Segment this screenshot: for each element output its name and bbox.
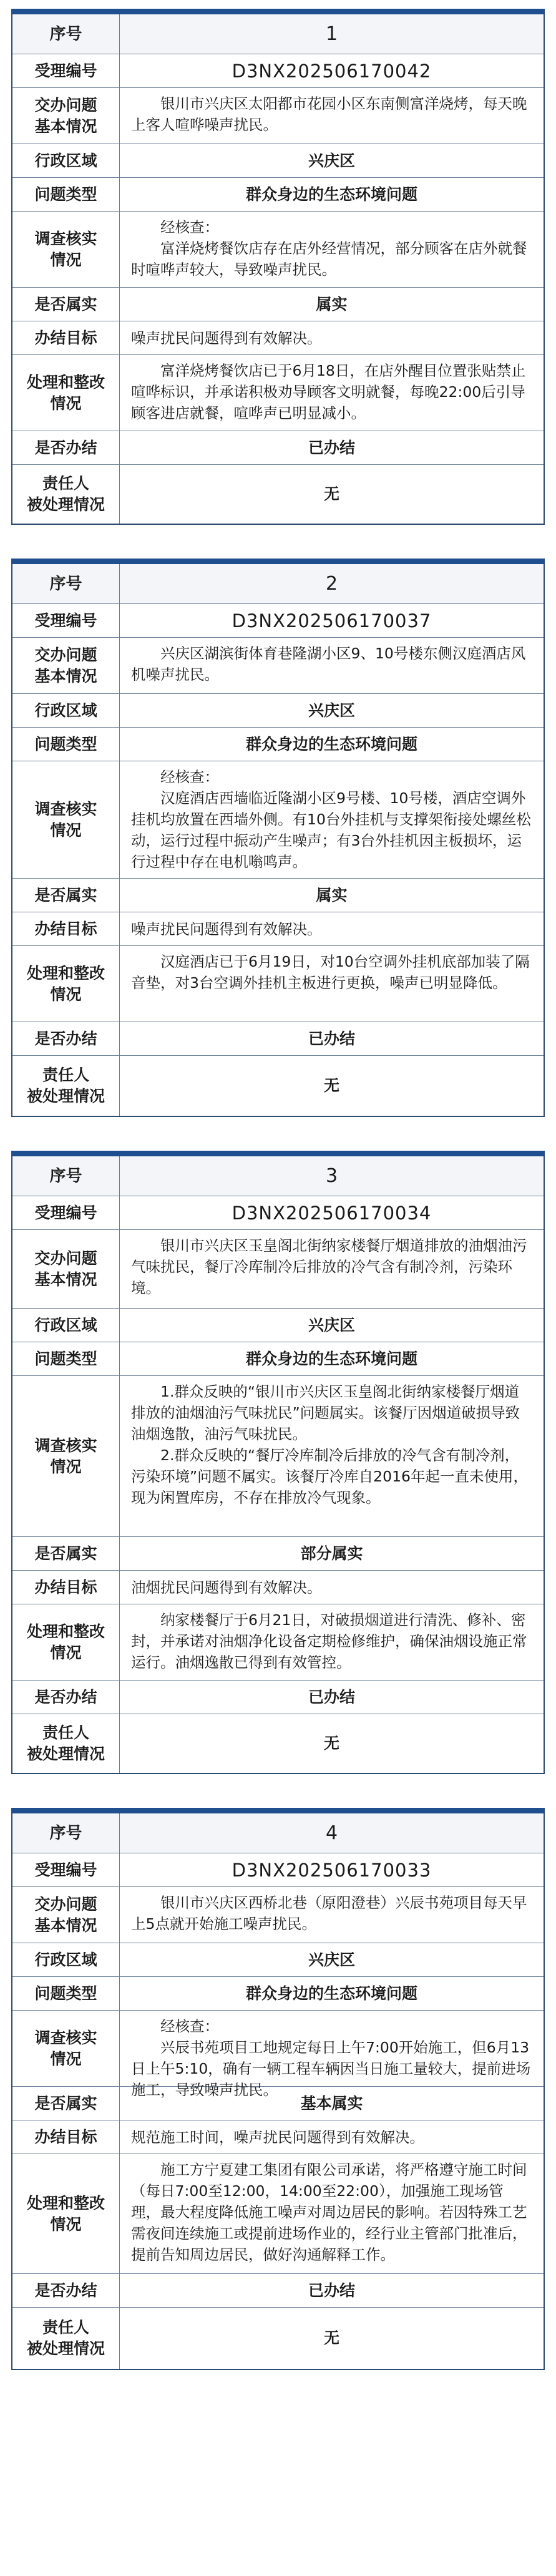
case-type-value: 群众身边的生态环境问题 <box>245 185 417 203</box>
case-closed-row <box>12 2274 544 2308</box>
case-issue-value: 银川市兴庆区西桥北巷（原阳澄巷）兴辰书苑项目每天早上5点就开始施工噪声扰民。 <box>131 1894 527 1933</box>
case-district-row <box>12 694 544 728</box>
case-closed-label: 是否办结 <box>12 2274 120 2307</box>
case-accept-no-value: D3NX202506170042 <box>232 60 432 82</box>
case-district-value: 兴庆区 <box>308 1315 355 1334</box>
case-table <box>11 559 545 1117</box>
case-seq-value: 3 <box>325 1164 338 1187</box>
case-type-label: 问题类型 <box>12 178 120 211</box>
case-accept-no-row <box>12 604 544 638</box>
case-closed-row <box>12 1681 544 1714</box>
case-issue-row <box>12 88 544 144</box>
case-closed-value: 已办结 <box>308 438 355 457</box>
case-district-label: 行政区域 <box>12 144 120 177</box>
case-handling-label: 处理和整改 情况 <box>12 2154 120 2273</box>
case-closed-label: 是否办结 <box>12 431 120 464</box>
case-goal-row <box>12 1571 544 1604</box>
case-type-label: 问题类型 <box>12 1342 120 1375</box>
case-verified-row <box>12 879 544 912</box>
case-handling-label: 处理和整改 情况 <box>12 1604 120 1680</box>
case-seq-value: 2 <box>325 572 338 595</box>
case-issue-label: 交办问题 基本情况 <box>12 1230 120 1308</box>
case-investigation-paragraph: 2.群众反映的“餐厅冷库制冷后排放的冷气含有制冷剂，污染环境”问题不属实。该餐厅冷库自2016年起一直未使用，现为闲置库房，不存在排放冷气现象。 <box>131 1447 528 1506</box>
case-separator <box>0 525 556 559</box>
case-district-value: 兴庆区 <box>308 151 355 170</box>
case-district-value: 兴庆区 <box>308 1950 355 1969</box>
case-issue-row <box>12 1887 544 1943</box>
case-type-label: 问题类型 <box>12 728 120 761</box>
case-district-value: 兴庆区 <box>308 701 355 720</box>
case-type-row <box>12 178 544 212</box>
case-investigation-label: 调查核实 情况 <box>12 212 120 287</box>
case-handling-row <box>12 2154 544 2274</box>
case-table <box>11 1151 545 1774</box>
case-separator <box>0 1117 556 1151</box>
case-investigation-value <box>120 212 544 287</box>
case-accept-no-value: D3NX202506170033 <box>232 1859 432 1881</box>
case-type-value: 群众身边的生态环境问题 <box>245 1984 417 2003</box>
case-investigation-row <box>12 212 544 288</box>
case-investigation-label: 调查核实 情况 <box>12 1376 120 1536</box>
case-accountability-row <box>12 1714 544 1773</box>
case-type-value: 群众身边的生态环境问题 <box>245 1349 417 1368</box>
case-investigation-row <box>12 1376 544 1537</box>
case-goal-label: 办结目标 <box>12 2120 120 2154</box>
case-verified-row <box>12 2087 544 2120</box>
case-handling-row <box>12 1604 544 1681</box>
case-district-label: 行政区域 <box>12 1943 120 1976</box>
case-verified-value: 基本属实 <box>300 2094 363 2112</box>
case-seq-label: 序号 <box>12 1813 120 1853</box>
case-accountability-row <box>12 2308 544 2369</box>
case-goal-label: 办结目标 <box>12 321 120 354</box>
case-issue-value: 兴庆区湖滨街体育巷隆湖小区9、10号楼东侧汉庭酒店风机噪声扰民。 <box>131 645 526 683</box>
case-investigation-value <box>120 761 544 878</box>
case-handling-value: 汉庭酒店已于6月19日，对10台空调外挂机底部加装了隔音垫，对3台空调外挂机主板进行更换，噪声已明显降低。 <box>131 953 530 992</box>
case-goal-value: 噪声扰民问题得到有效解决。 <box>131 329 322 347</box>
case-verified-label: 是否属实 <box>12 879 120 912</box>
case-accountability-row <box>12 465 544 524</box>
case-district-row <box>12 1309 544 1342</box>
case-closed-value: 已办结 <box>308 1687 355 1706</box>
case-closed-row <box>12 431 544 465</box>
case-verified-row <box>12 1537 544 1571</box>
case-verified-label: 是否属实 <box>12 2087 120 2120</box>
case-handling-value: 纳家楼餐厅于6月21日，对破损烟道进行清洗、修补、密封，并承诺对油烟净化设备定期检修维护，确保油烟设施正常运行。油烟逸散已得到有效管控。 <box>131 1611 527 1671</box>
case-investigation-paragraph: 汉庭酒店西墙临近隆湖小区9号楼、10号楼，酒店空调外挂机均放置在西墙外侧。有10台外挂机与支撑架衔接处螺丝松动，运行过程中振动产生噪声；有3台外挂机因主板损坏，运行过程中存在电机嗡鸣声。 <box>131 789 531 871</box>
case-closed-label: 是否办结 <box>12 1681 120 1714</box>
case-verified-value: 属实 <box>316 886 348 904</box>
case-type-row <box>12 1977 544 2011</box>
case-verified-value: 属实 <box>316 295 348 313</box>
case-table <box>11 9 545 525</box>
case-investigation-value <box>120 1376 544 1536</box>
case-accountability-label: 责任人 被处理情况 <box>12 1714 120 1773</box>
case-seq-value: 1 <box>325 22 338 45</box>
case-seq-value: 4 <box>325 1822 338 1844</box>
case-handling-value: 富洋烧烤餐饮店已于6月18日，在店外醒目位置张贴禁止喧哗标识，并承诺积极劝导顾客文明就餐，每晚22:00后引导顾客进店就餐，喧哗声已明显减小。 <box>131 362 526 422</box>
case-seq-label: 序号 <box>12 14 120 54</box>
case-type-value: 群众身边的生态环境问题 <box>245 734 417 753</box>
case-issue-row <box>12 638 544 694</box>
case-goal-value: 规范施工时间，噪声扰民问题得到有效解决。 <box>131 2128 424 2146</box>
case-seq-row <box>12 14 544 54</box>
case-accept-no-label: 受理编号 <box>12 1853 120 1886</box>
case-separator <box>0 0 556 9</box>
case-closed-label: 是否办结 <box>12 1022 120 1055</box>
case-accept-no-value: D3NX202506170037 <box>232 610 432 632</box>
case-goal-row <box>12 2120 544 2154</box>
case-accountability-value: 无 <box>323 485 339 503</box>
case-handling-label: 处理和整改 情况 <box>12 946 120 1022</box>
case-verified-label: 是否属实 <box>12 288 120 321</box>
case-investigation-label: 调查核实 情况 <box>12 761 120 878</box>
case-goal-row <box>12 321 544 355</box>
case-issue-label: 交办问题 基本情况 <box>12 88 120 144</box>
case-closed-value: 已办结 <box>308 1029 355 1048</box>
case-closed-value: 已办结 <box>308 2281 355 2300</box>
case-goal-value: 噪声扰民问题得到有效解决。 <box>131 920 322 938</box>
case-closed-row <box>12 1022 544 1056</box>
case-issue-label: 交办问题 基本情况 <box>12 1887 120 1943</box>
case-investigation-paragraph: 经核查： <box>160 2017 219 2035</box>
case-investigation-row <box>12 2011 544 2099</box>
case-district-row <box>12 144 544 178</box>
case-district-label: 行政区域 <box>12 1309 120 1342</box>
case-issue-label: 交办问题 基本情况 <box>12 638 120 693</box>
case-handling-row <box>12 946 544 1022</box>
case-accountability-value: 无 <box>323 1076 339 1095</box>
case-investigation-paragraph: 经核查： <box>160 768 219 786</box>
case-accept-no-value: D3NX202506170034 <box>232 1202 432 1224</box>
case-investigation-value <box>120 2011 544 2099</box>
case-accountability-label: 责任人 被处理情况 <box>12 1056 120 1116</box>
case-goal-value: 油烟扰民问题得到有效解决。 <box>131 1578 322 1596</box>
case-investigation-paragraph: 富洋烧烤餐饮店存在店外经营情况，部分顾客在店外就餐时喧哗声较大，导致噪声扰民。 <box>131 240 527 278</box>
case-handling-row <box>12 355 544 431</box>
case-handling-label: 处理和整改 情况 <box>12 355 120 431</box>
case-seq-label: 序号 <box>12 1156 120 1196</box>
case-table <box>11 1808 545 2370</box>
case-seq-row <box>12 1156 544 1196</box>
case-investigation-paragraph: 兴辰书苑项目工地规定每日上午7:00开始施工，但6月13日上午5:10，确有一辆工程车辆因当日施工量较大，提前进场施工，导致噪声扰民。 <box>131 2039 531 2099</box>
case-type-row <box>12 1342 544 1376</box>
case-seq-row <box>12 564 544 604</box>
case-goal-label: 办结目标 <box>12 912 120 945</box>
case-district-row <box>12 1943 544 1977</box>
case-separator <box>0 1774 556 1808</box>
case-goal-row <box>12 912 544 946</box>
case-accept-no-label: 受理编号 <box>12 604 120 637</box>
case-accountability-value: 无 <box>323 2329 339 2347</box>
case-issue-value: 银川市兴庆区玉皇阁北街纳家楼餐厅烟道排放的油烟油污气味扰民，餐厅冷库制冷后排放的冷气含有制冷剂，污染环境。 <box>131 1237 527 1297</box>
case-investigation-paragraph: 1.群众反映的“银川市兴庆区玉皇阁北街纳家楼餐厅烟道排放的油烟油污气味扰民”问题属实。该餐厅因烟道破损导致油烟逸散，油污气味扰民。 <box>131 1383 520 1443</box>
case-goal-label: 办结目标 <box>12 1571 120 1604</box>
case-handling-value: 施工方宁夏建工集团有限公司承诺，将严格遵守施工时间（每日7:00至12:00，14:00至22:00），加强施工现场管理，最大程度降低施工噪声对周边居民的影响。若因特殊工艺需夜间连续施工或提前进场作业的，经行业主管部门批准后，提前告知周边居民，做好沟通解释工作。 <box>131 2161 527 2263</box>
case-seq-row <box>12 1813 544 1853</box>
case-accountability-label: 责任人 被处理情况 <box>12 465 120 524</box>
case-seq-label: 序号 <box>12 564 120 603</box>
case-issue-row <box>12 1230 544 1309</box>
case-issue-value: 银川市兴庆区太阳都市花园小区东南侧富洋烧烤，每天晚上客人喧哗噪声扰民。 <box>131 95 527 134</box>
case-type-row <box>12 728 544 761</box>
case-accept-no-row <box>12 54 544 88</box>
case-accountability-label: 责任人 被处理情况 <box>12 2308 120 2369</box>
case-type-label: 问题类型 <box>12 1977 120 2010</box>
case-district-label: 行政区域 <box>12 694 120 727</box>
case-accept-no-row <box>12 1196 544 1230</box>
case-investigation-paragraph: 经核查： <box>160 218 219 236</box>
case-investigation-label: 调查核实 情况 <box>12 2011 120 2086</box>
case-accept-no-label: 受理编号 <box>12 54 120 87</box>
case-verified-value: 部分属实 <box>300 1544 363 1563</box>
case-accept-no-label: 受理编号 <box>12 1196 120 1229</box>
case-verified-row <box>12 288 544 321</box>
case-accept-no-row <box>12 1853 544 1887</box>
case-accountability-row <box>12 1056 544 1116</box>
case-accountability-value: 无 <box>323 1734 339 1752</box>
case-verified-label: 是否属实 <box>12 1537 120 1570</box>
case-investigation-row <box>12 761 544 879</box>
